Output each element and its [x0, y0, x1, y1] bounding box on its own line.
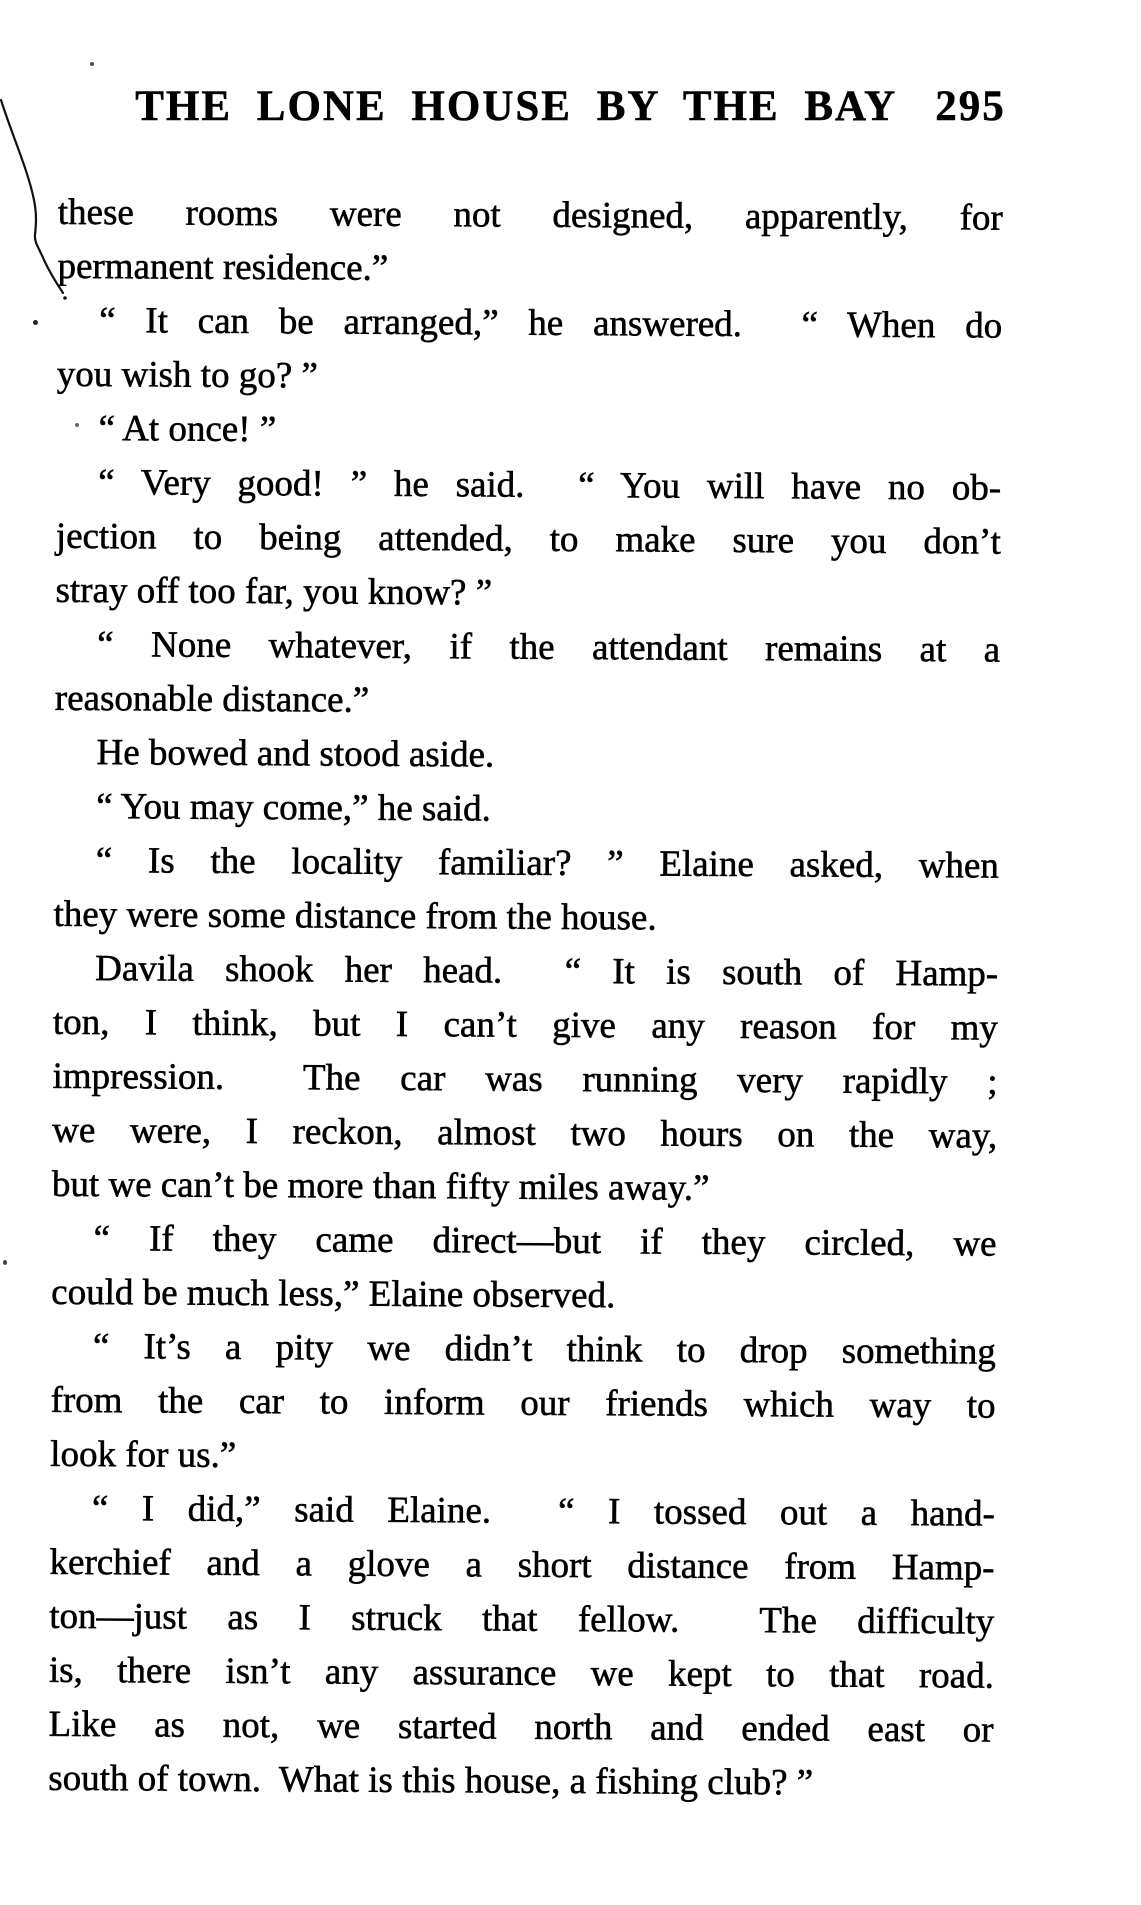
text-line: “ Is the locality familiar? ” Elaine asked, when — [95, 840, 999, 887]
text-line: “ At once! ” — [98, 408, 277, 451]
text-line: ton, I think, but I can’t give any reason for my — [52, 1001, 998, 1049]
text-line: you wish to go? ” — [56, 353, 319, 397]
text-line: He bowed and stood aside. — [96, 732, 495, 776]
text-line: they were some distance from the house. — [53, 893, 657, 939]
text-line: south of town. What is this house, a fishing club? ” — [48, 1757, 814, 1804]
scan-speck — [3, 1260, 7, 1265]
text-line: kerchief and a glove a short distance from Hamp- — [49, 1541, 995, 1589]
scan-speck — [33, 320, 38, 325]
text-line: “ If they came direct—but if they circled, we — [93, 1218, 997, 1265]
text-line: Davila shook her head. “ It is south of Hamp- — [95, 948, 999, 995]
text-line: look for us.” — [50, 1433, 237, 1476]
page-number: 295 — [935, 83, 1006, 130]
text-line: “ It’s a pity we didn’t think to drop something — [92, 1326, 997, 1373]
text-line: from the car to inform our friends which way to — [50, 1379, 996, 1427]
text-line: impression. The car was running very rapidly ; — [52, 1055, 998, 1103]
text-line: permanent residence.” — [57, 245, 389, 289]
text-line: “ I did,” said Elaine. “ I tossed out a hand- — [91, 1488, 996, 1535]
text-line: “ It can be arranged,” he answered. “ When do — [99, 300, 1003, 347]
text-line: is, there isn’t any assurance we kept to that road. — [48, 1649, 995, 1697]
text-line: these rooms were not designed, apparently, for — [57, 191, 1003, 239]
text-line: “ You may come,” he said. — [96, 786, 491, 830]
text-line: stray off too far, you know? ” — [55, 569, 493, 614]
text-line: ton—just as I struck that fellow. The difficulty — [49, 1595, 995, 1643]
page-header — [0, 82, 1141, 131]
text-line: could be much less,” Elaine observed. — [51, 1271, 616, 1317]
text-line: “ Very good! ” he said. “ You will have no ob- — [98, 462, 1002, 509]
text-line: reasonable distance.” — [54, 677, 370, 721]
text-line: but we can’t be more than fifty miles away.” — [51, 1163, 710, 1209]
text-line: “ None whatever, if the attendant remains at a — [97, 624, 1001, 671]
text-line: jection to being attended, to make sure you don’t — [55, 515, 1001, 563]
running-title: THE LONE HOUSE BY THE BAY — [135, 83, 898, 130]
page-text — [48, 186, 1003, 1812]
text-line: we were, I reckon, almost two hours on the way, — [52, 1109, 998, 1157]
text-line: Like as not, we started north and ended east or — [48, 1703, 994, 1751]
scan-speck — [90, 62, 94, 66]
